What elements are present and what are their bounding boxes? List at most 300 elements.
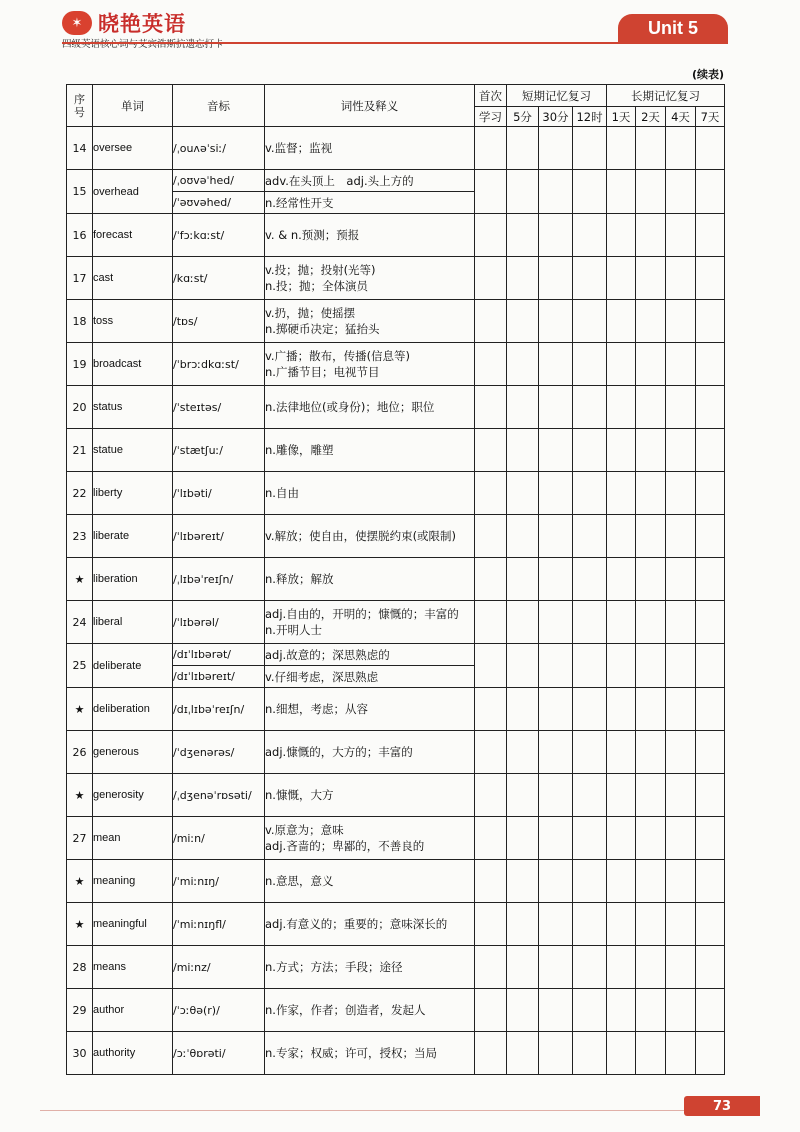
definition-line: n.经常性开支 [265,195,334,210]
review-checkbox-cell[interactable] [573,774,607,817]
definition-cell [265,644,475,666]
review-checkbox-cell[interactable] [696,989,725,1032]
review-checkbox-cell[interactable] [636,1032,666,1075]
review-checkbox-cell[interactable] [507,214,539,257]
row-number: 19 [67,343,93,386]
review-checkbox-cell[interactable] [696,601,725,644]
col-header-long-review: 长期记忆复习 [607,85,725,107]
phonetic-cell: /ɔːˈθɒrəti/ [173,1032,265,1075]
review-checkbox-cell[interactable] [607,817,636,860]
review-checkbox-cell[interactable] [475,386,507,429]
review-checkbox-cell[interactable] [666,774,696,817]
review-checkbox-cell[interactable] [696,386,725,429]
review-checkbox-cell[interactable] [696,903,725,946]
review-checkbox-cell[interactable] [539,644,573,688]
word-cell: liberal [93,601,173,644]
vocabulary-body [67,127,725,1075]
review-checkbox-cell[interactable] [507,170,539,214]
review-checkbox-cell[interactable] [573,860,607,903]
review-checkbox-cell[interactable] [607,774,636,817]
review-checkbox-cell[interactable] [607,731,636,774]
review-checkbox-cell[interactable] [666,429,696,472]
review-checkbox-cell[interactable] [507,774,539,817]
review-checkbox-cell[interactable] [507,946,539,989]
review-checkbox-cell[interactable] [607,214,636,257]
review-checkbox-cell[interactable] [573,731,607,774]
phonetic-cell: /dɪˈlɪbəreɪt/ [173,666,265,688]
review-checkbox-cell[interactable] [539,817,573,860]
review-checkbox-cell[interactable] [636,601,666,644]
col-header-short-review: 短期记忆复习 [507,85,607,107]
review-checkbox-cell[interactable] [696,472,725,515]
review-checkbox-cell[interactable] [607,601,636,644]
definition-line: adj.故意的；深思熟虑的 [265,647,390,662]
review-checkbox-cell[interactable] [507,558,539,601]
definition-cell [265,472,475,515]
definition-line: n.投；抛；全体演员 [265,279,368,293]
review-checkbox-cell[interactable] [507,257,539,300]
review-checkbox-cell[interactable] [696,688,725,731]
review-checkbox-cell[interactable] [607,386,636,429]
review-checkbox-cell[interactable] [636,946,666,989]
phonetic-cell: /dɪˈlɪbərət/ [173,644,265,666]
review-checkbox-cell[interactable] [696,860,725,903]
review-checkbox-cell[interactable] [607,558,636,601]
review-checkbox-cell[interactable] [636,644,666,688]
review-checkbox-cell[interactable] [607,860,636,903]
review-checkbox-cell[interactable] [607,688,636,731]
definition-line: n.雕像，雕塑 [265,443,334,457]
review-checkbox-cell[interactable] [666,946,696,989]
phonetic-cell: /ˈfɔːkɑːst/ [173,214,265,257]
definition-line: n.慷慨，大方 [265,788,334,802]
col-header-word: 单词 [93,85,173,127]
review-checkbox-cell[interactable] [696,731,725,774]
review-checkbox-cell[interactable] [539,774,573,817]
review-checkbox-cell[interactable] [507,429,539,472]
definition-cell [265,774,475,817]
review-checkbox-cell[interactable] [475,343,507,386]
table-row [67,644,725,666]
review-checkbox-cell[interactable] [696,300,725,343]
review-checkbox-cell[interactable] [475,774,507,817]
row-number: 24 [67,601,93,644]
review-checkbox-cell[interactable] [666,817,696,860]
row-number: ★ [67,558,93,601]
review-checkbox-cell[interactable] [539,946,573,989]
review-checkbox-cell[interactable] [636,515,666,558]
word-cell: meaningful [93,903,173,946]
table-row [67,817,725,860]
review-checkbox-cell[interactable] [475,903,507,946]
review-checkbox-cell[interactable] [666,644,696,688]
review-checkbox-cell[interactable] [636,688,666,731]
review-checkbox-cell[interactable] [475,817,507,860]
review-checkbox-cell[interactable] [507,127,539,170]
definition-line: v.监督；监视 [265,141,333,155]
phonetic-cell: /ˈsteɪtəs/ [173,386,265,429]
review-checkbox-cell[interactable] [666,257,696,300]
review-checkbox-cell[interactable] [539,860,573,903]
vocabulary-table [66,84,725,1075]
review-checkbox-cell[interactable] [507,601,539,644]
review-checkbox-cell[interactable] [666,343,696,386]
review-checkbox-cell[interactable] [507,515,539,558]
review-checkbox-cell[interactable] [475,127,507,170]
review-checkbox-cell[interactable] [507,644,539,688]
definition-cell [265,688,475,731]
review-checkbox-cell[interactable] [573,515,607,558]
review-checkbox-cell[interactable] [696,515,725,558]
definition-cell [265,515,475,558]
review-checkbox-cell[interactable] [607,946,636,989]
definition-cell [265,1032,475,1075]
review-checkbox-cell[interactable] [607,989,636,1032]
review-checkbox-cell[interactable] [507,903,539,946]
review-checkbox-cell[interactable] [475,429,507,472]
review-checkbox-cell[interactable] [696,644,725,688]
col-header-7day: 7天 [696,107,725,127]
definition-line: adj.有意义的；重要的；意味深长的 [265,917,448,931]
row-number: 20 [67,386,93,429]
review-checkbox-cell[interactable] [636,170,666,214]
row-number: 14 [67,127,93,170]
review-checkbox-cell[interactable] [696,1032,725,1075]
table-row [67,343,725,386]
definition-cell [265,989,475,1032]
row-number: 27 [67,817,93,860]
book-subtitle: 四级英语核心词与艾宾浩斯抗遗忘打卡 [62,39,224,50]
review-checkbox-cell[interactable] [636,214,666,257]
review-checkbox-cell[interactable] [636,774,666,817]
review-checkbox-cell[interactable] [539,257,573,300]
review-checkbox-cell[interactable] [607,472,636,515]
review-checkbox-cell[interactable] [507,688,539,731]
definition-line: n.开明人士 [265,623,322,637]
phonetic-cell: /ˈəʊvəhed/ [173,192,265,214]
review-checkbox-cell[interactable] [573,1032,607,1075]
brand-title: 晓艳英语 [98,12,186,36]
row-number: ★ [67,688,93,731]
phonetic-cell: /ˈmiːnɪŋfl/ [173,903,265,946]
definition-cell [265,170,475,192]
review-checkbox-cell[interactable] [475,300,507,343]
review-checkbox-cell[interactable] [475,644,507,688]
table-row [67,127,725,170]
table-row [67,300,725,343]
word-cell: deliberate [93,644,173,688]
review-checkbox-cell[interactable] [573,127,607,170]
review-checkbox-cell[interactable] [696,817,725,860]
review-checkbox-cell[interactable] [539,558,573,601]
review-checkbox-cell[interactable] [696,343,725,386]
review-checkbox-cell[interactable] [666,989,696,1032]
review-checkbox-cell[interactable] [539,1032,573,1075]
word-cell: deliberation [93,688,173,731]
review-checkbox-cell[interactable] [636,472,666,515]
phonetic-cell: /ˈdʒenərəs/ [173,731,265,774]
word-cell: toss [93,300,173,343]
review-checkbox-cell[interactable] [607,429,636,472]
review-checkbox-cell[interactable] [666,170,696,214]
col-header-12h: 12时 [573,107,607,127]
review-checkbox-cell[interactable] [507,989,539,1032]
review-checkbox-cell[interactable] [696,127,725,170]
review-checkbox-cell[interactable] [475,860,507,903]
review-checkbox-cell[interactable] [539,731,573,774]
review-checkbox-cell[interactable] [573,903,607,946]
review-checkbox-cell[interactable] [573,214,607,257]
word-cell: authority [93,1032,173,1075]
review-checkbox-cell[interactable] [507,386,539,429]
review-checkbox-cell[interactable] [636,343,666,386]
review-checkbox-cell[interactable] [539,300,573,343]
phonetic-cell: /ˈlɪbəti/ [173,472,265,515]
review-checkbox-cell[interactable] [573,343,607,386]
review-checkbox-cell[interactable] [607,257,636,300]
review-checkbox-cell[interactable] [636,731,666,774]
review-checkbox-cell[interactable] [475,601,507,644]
review-checkbox-cell[interactable] [666,558,696,601]
review-checkbox-cell[interactable] [539,127,573,170]
review-checkbox-cell[interactable] [573,989,607,1032]
review-checkbox-cell[interactable] [666,127,696,170]
review-checkbox-cell[interactable] [636,127,666,170]
table-row [67,860,725,903]
word-cell: meaning [93,860,173,903]
definition-line: v.解放；使自由，使摆脱约束(或限制) [265,529,457,543]
review-checkbox-cell[interactable] [636,989,666,1032]
definition-cell [265,300,475,343]
review-checkbox-cell[interactable] [696,774,725,817]
row-number: 18 [67,300,93,343]
table-row [67,386,725,429]
review-checkbox-cell[interactable] [475,731,507,774]
phonetic-cell: /ˌdʒenəˈrɒsəti/ [173,774,265,817]
review-checkbox-cell[interactable] [573,300,607,343]
definition-line: n.广播节目；电视节目 [265,365,380,379]
row-number: 16 [67,214,93,257]
row-number: 21 [67,429,93,472]
review-checkbox-cell[interactable] [475,558,507,601]
review-checkbox-cell[interactable] [539,429,573,472]
review-checkbox-cell[interactable] [475,214,507,257]
definition-cell [265,558,475,601]
word-cell: liberty [93,472,173,515]
review-checkbox-cell[interactable] [607,1032,636,1075]
definition-line: n.方式；方法；手段；途径 [265,960,403,974]
table-row [67,946,725,989]
row-number: 26 [67,731,93,774]
review-checkbox-cell[interactable] [636,386,666,429]
review-checkbox-cell[interactable] [539,903,573,946]
review-checkbox-cell[interactable] [475,257,507,300]
phonetic-cell: /ˈɔːθə(r)/ [173,989,265,1032]
review-checkbox-cell[interactable] [573,601,607,644]
review-checkbox-cell[interactable] [666,688,696,731]
phonetic-cell: /ˌlɪbəˈreɪʃn/ [173,558,265,601]
table-row [67,214,725,257]
review-checkbox-cell[interactable] [573,946,607,989]
table-row [67,1032,725,1075]
definition-cell [265,214,475,257]
review-checkbox-cell[interactable] [636,429,666,472]
review-checkbox-cell[interactable] [573,472,607,515]
definition-line: v.仔细考虑，深思熟虑 [265,669,379,684]
review-checkbox-cell[interactable] [539,688,573,731]
word-cell: generosity [93,774,173,817]
col-header-1day: 1天 [607,107,636,127]
review-checkbox-cell[interactable] [696,214,725,257]
review-checkbox-cell[interactable] [573,688,607,731]
review-checkbox-cell[interactable] [475,946,507,989]
row-number: 30 [67,1032,93,1075]
definition-line: adj.慷慨的，大方的；丰富的 [265,745,413,759]
review-checkbox-cell[interactable] [666,515,696,558]
review-checkbox-cell[interactable] [539,472,573,515]
word-cell: oversee [93,127,173,170]
review-checkbox-cell[interactable] [696,429,725,472]
review-checkbox-cell[interactable] [636,903,666,946]
review-checkbox-cell[interactable] [507,817,539,860]
review-checkbox-cell[interactable] [573,429,607,472]
review-checkbox-cell[interactable] [573,257,607,300]
review-checkbox-cell[interactable] [666,860,696,903]
review-checkbox-cell[interactable] [696,558,725,601]
review-checkbox-cell[interactable] [607,515,636,558]
review-checkbox-cell[interactable] [696,946,725,989]
col-header-no: 序号 [67,85,93,127]
review-checkbox-cell[interactable] [539,170,573,214]
definition-cell [265,946,475,989]
definition-line: v.广播；散布，传播(信息等) [265,349,411,363]
word-cell: status [93,386,173,429]
review-checkbox-cell[interactable] [507,300,539,343]
review-checkbox-cell[interactable] [666,214,696,257]
review-checkbox-cell[interactable] [507,731,539,774]
definition-line: n.意思，意义 [265,874,334,888]
review-checkbox-cell[interactable] [539,214,573,257]
review-checkbox-cell[interactable] [636,817,666,860]
review-checkbox-cell[interactable] [607,644,636,688]
phonetic-cell: /miːnz/ [173,946,265,989]
row-number: 17 [67,257,93,300]
review-checkbox-cell[interactable] [539,515,573,558]
review-checkbox-cell[interactable] [507,860,539,903]
phonetic-cell: /ˌoʊvəˈhed/ [173,170,265,192]
word-cell: cast [93,257,173,300]
review-checkbox-cell[interactable] [475,472,507,515]
phonetic-cell: /ˈmiːnɪŋ/ [173,860,265,903]
definition-cell [265,386,475,429]
definition-line: n.法律地位(或身份)；地位；职位 [265,400,435,414]
review-checkbox-cell[interactable] [539,601,573,644]
definition-line: v.原意为；意味 [265,823,344,837]
definition-line: adj.自由的，开明的；慷慨的；丰富的 [265,607,459,621]
definition-cell [265,666,475,688]
review-checkbox-cell[interactable] [539,989,573,1032]
review-checkbox-cell[interactable] [696,170,725,214]
review-checkbox-cell[interactable] [666,731,696,774]
row-number: ★ [67,860,93,903]
review-checkbox-cell[interactable] [475,989,507,1032]
definition-line: adj.吝啬的；卑鄙的，不善良的 [265,839,425,853]
phonetic-cell: /ˈstætʃuː/ [173,429,265,472]
phonetic-cell: /ˌouʌəˈsiː/ [173,127,265,170]
row-number: ★ [67,774,93,817]
review-checkbox-cell[interactable] [507,1032,539,1075]
review-checkbox-cell[interactable] [507,472,539,515]
definition-line: v.投；抛；投射(光等) [265,263,376,277]
review-checkbox-cell[interactable] [573,558,607,601]
review-checkbox-cell[interactable] [636,860,666,903]
review-checkbox-cell[interactable] [666,903,696,946]
review-checkbox-cell[interactable] [607,127,636,170]
table-row [67,989,725,1032]
review-checkbox-cell[interactable] [636,558,666,601]
review-checkbox-cell[interactable] [666,472,696,515]
phonetic-cell: /dɪˌlɪbəˈreɪʃn/ [173,688,265,731]
review-checkbox-cell[interactable] [475,688,507,731]
definition-line: n.细想，考虑；从容 [265,702,368,716]
word-cell: overhead [93,170,173,214]
definition-cell [265,860,475,903]
review-checkbox-cell[interactable] [636,257,666,300]
review-checkbox-cell[interactable] [573,170,607,214]
phonetic-cell: /tɒs/ [173,300,265,343]
table-row [67,903,725,946]
word-cell: statue [93,429,173,472]
row-number: ★ [67,903,93,946]
review-checkbox-cell[interactable] [507,343,539,386]
row-number: 25 [67,644,93,688]
review-checkbox-cell[interactable] [475,1032,507,1075]
review-checkbox-cell[interactable] [607,903,636,946]
definition-cell [265,127,475,170]
word-cell: forecast [93,214,173,257]
review-checkbox-cell[interactable] [636,300,666,343]
review-checkbox-cell[interactable] [607,343,636,386]
col-header-first-b: 学习 [475,107,507,127]
page-number: 73 [684,1096,760,1116]
table-row [67,515,725,558]
review-checkbox-cell[interactable] [475,170,507,214]
row-number: 28 [67,946,93,989]
review-checkbox-cell[interactable] [607,170,636,214]
review-checkbox-cell[interactable] [573,817,607,860]
col-header-definition: 词性及释义 [265,85,475,127]
definition-cell [265,903,475,946]
review-checkbox-cell[interactable] [666,1032,696,1075]
review-checkbox-cell[interactable] [539,343,573,386]
review-checkbox-cell[interactable] [573,386,607,429]
review-checkbox-cell[interactable] [573,644,607,688]
brand-logo [62,8,186,38]
review-checkbox-cell[interactable] [666,386,696,429]
col-header-5min: 5分 [507,107,539,127]
review-checkbox-cell[interactable] [666,601,696,644]
phonetic-cell: /miːn/ [173,817,265,860]
unit-tab: Unit 5 [618,14,728,42]
review-checkbox-cell[interactable] [475,515,507,558]
row-number: 29 [67,989,93,1032]
review-checkbox-cell[interactable] [539,386,573,429]
logo-badge-icon: ✶ [62,11,92,35]
review-checkbox-cell[interactable] [607,300,636,343]
review-checkbox-cell[interactable] [696,257,725,300]
definition-cell [265,343,475,386]
review-checkbox-cell[interactable] [666,300,696,343]
